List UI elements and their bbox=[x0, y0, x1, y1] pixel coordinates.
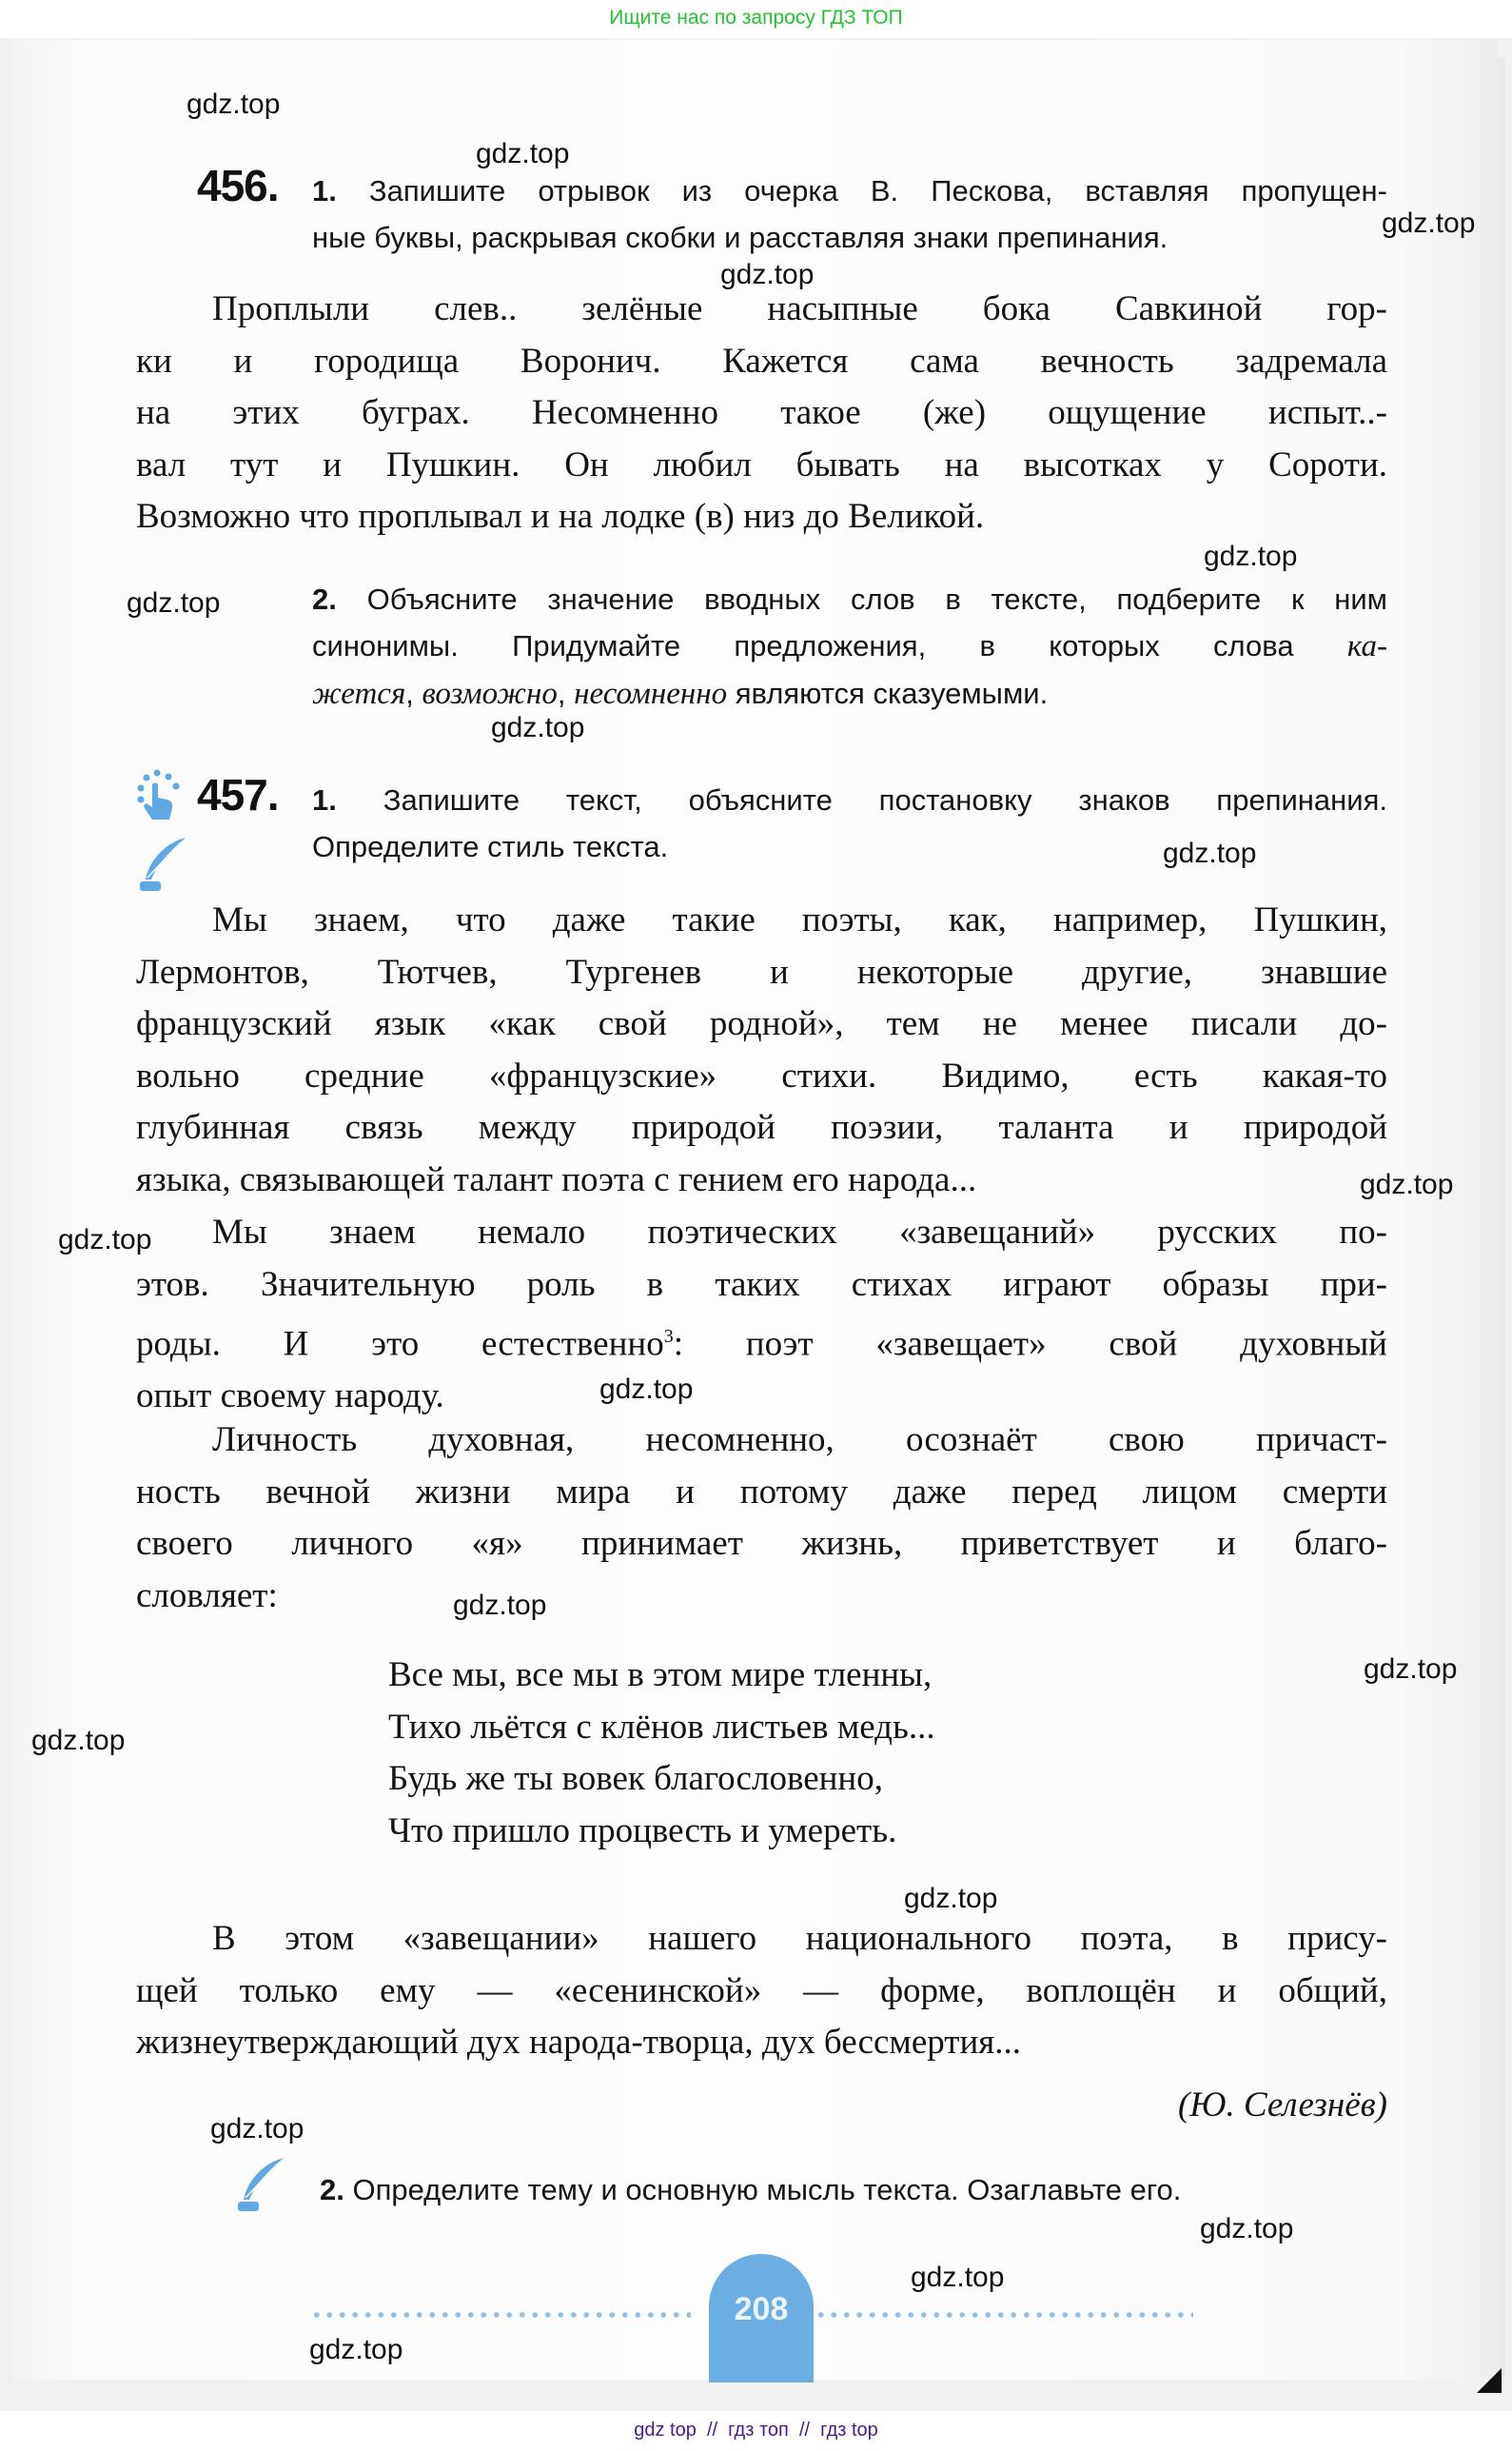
dotted-rule-right bbox=[815, 2311, 1193, 2319]
top-banner[interactable]: Ищите нас по запросу ГДЗ ТОП bbox=[0, 0, 1512, 38]
text-line: вольно средние «французские» стихи. Видимо, есть какая-то bbox=[136, 1056, 1387, 1096]
watermark: gdz.top bbox=[1382, 208, 1476, 239]
paragraph-2 bbox=[136, 1207, 1387, 1423]
watermark: gdz.top bbox=[904, 1883, 998, 1914]
page-edge bbox=[1498, 57, 1505, 2380]
text-line: французский язык «как свой родной», тем не менее писали до- bbox=[136, 1004, 1387, 1044]
text-line: Личность духовная, несомненно, осознаёт свою причаст- bbox=[212, 1420, 1387, 1459]
task-456-part1 bbox=[312, 168, 1387, 261]
text-line: глубинная связь между природой поэзии, таланта и природой bbox=[136, 1108, 1387, 1148]
watermark: gdz.top bbox=[58, 1224, 152, 1255]
watermark: gdz.top bbox=[1204, 541, 1298, 572]
instruction-line: являются сказуемыми. bbox=[735, 677, 1049, 710]
watermark: gdz.top bbox=[31, 1725, 126, 1756]
text-line: вал тут и Пушкин. Он любил бывать на высотках у Сороти. bbox=[136, 445, 1387, 484]
part-label: 1. bbox=[312, 174, 337, 208]
instruction-line: синонимы. Придумайте предложения, в которых слова bbox=[312, 629, 1294, 662]
text-line: ки и городища Воронич. Кажется сама вечность задремала bbox=[136, 341, 1387, 381]
watermark: gdz.top bbox=[127, 587, 221, 619]
text-line: Мы знаем немало поэтических «завещаний» русских по- bbox=[212, 1213, 1387, 1252]
paragraph-1 bbox=[136, 895, 1387, 1207]
italic-word: возможно bbox=[422, 677, 558, 711]
text-line: ность вечной жизни мира и потому даже перед лицом смерти bbox=[136, 1472, 1387, 1512]
text-line: своего личного «я» принимает жизнь, приветствует и благо- bbox=[136, 1524, 1387, 1564]
task-456-number: 456. bbox=[197, 161, 279, 210]
task-456-exercise-text bbox=[136, 284, 1387, 544]
task-457-part2 bbox=[320, 2166, 1395, 2213]
text-line: Проплыли слев.. зелёные насыпные бока Савкиной гор- bbox=[212, 289, 1387, 328]
text-line: щей только ему — «есенинской» — форме, воплощён и общий, bbox=[136, 1970, 1387, 2010]
watermark: gdz.top bbox=[453, 1590, 547, 1621]
italic-word: жется bbox=[312, 677, 406, 711]
watermark: gdz.top bbox=[1163, 838, 1257, 869]
italic-word: несомненно bbox=[574, 677, 728, 711]
poem-line: Будь же ты вовек благословенно, bbox=[388, 1759, 883, 1799]
text-line: жизнеутверждающий дух народа-творца, дух бессмертия... bbox=[136, 2023, 1022, 2063]
part-label: 2. bbox=[320, 2173, 344, 2206]
text-line: этов. Значительную роль в таких стихах играют образы при- bbox=[136, 1264, 1387, 1304]
dotted-rule-left bbox=[310, 2311, 691, 2319]
page-corner bbox=[1477, 2368, 1502, 2393]
watermark: gdz.top bbox=[187, 89, 281, 120]
text-line: Возможно что проплывал и на лодке (в) низ до Великой. bbox=[136, 497, 985, 537]
text-line: Лермонтов, Тютчев, Тургенев и некоторые другие, знавшие bbox=[136, 952, 1387, 992]
poem-line: Тихо льётся с клёнов листьев медь... bbox=[388, 1707, 935, 1747]
paragraph-4 bbox=[136, 1913, 1387, 2069]
text-line: В этом «завещании» нашего национального поэта, в прису- bbox=[212, 1919, 1387, 1958]
comma: , bbox=[557, 677, 566, 710]
text-fragment: роды. И это естественно bbox=[136, 1324, 664, 1364]
poem-quote bbox=[388, 1650, 935, 1857]
bottom-banner[interactable]: gdz top // гдз топ // гдз top bbox=[0, 2411, 1512, 2451]
text-fragment: : поэт «завещает» свой духовный bbox=[673, 1324, 1387, 1364]
watermark: gdz.top bbox=[1360, 1169, 1454, 1200]
watermark: gdz.top bbox=[476, 138, 570, 169]
poem-line: Что пришло процвесть и умереть. bbox=[388, 1810, 897, 1850]
text-line: словляет: bbox=[136, 1575, 278, 1615]
watermark: gdz.top bbox=[491, 712, 585, 743]
part-label: 1. bbox=[312, 783, 337, 817]
text-line: опыт своему народу. bbox=[136, 1376, 444, 1416]
comma: , bbox=[405, 677, 414, 710]
watermark: gdz.top bbox=[599, 1374, 694, 1405]
watermark: gdz.top bbox=[309, 2334, 403, 2365]
poem-line: Все мы, все мы в этом мире тленны, bbox=[388, 1655, 933, 1694]
text-line: на этих буграх. Несомненно такое (же) ощущение испыт..- bbox=[136, 393, 1387, 433]
instruction-line: Объясните значение вводных слов в тексте, подберите к ним bbox=[366, 583, 1387, 616]
task-457-number: 457. bbox=[197, 770, 279, 820]
touch-gesture-icon bbox=[133, 767, 188, 824]
watermark: gdz.top bbox=[210, 2113, 304, 2145]
instruction-line: Запишите текст, объясните постановку знаков препинания. bbox=[383, 783, 1387, 817]
instruction-line: Определите тему и основную мысль текста. Озаглавьте его. bbox=[352, 2173, 1182, 2206]
author-attribution: (Ю. Селезнёв) bbox=[1177, 2085, 1387, 2125]
instruction-line: Определите стиль текста. bbox=[312, 830, 669, 863]
text-line: языка, связывающей талант поэта с гением его народа... bbox=[136, 1159, 977, 1199]
watermark: gdz.top bbox=[911, 2262, 1005, 2293]
watermark: gdz.top bbox=[720, 259, 815, 290]
page-number: 208 bbox=[709, 2254, 814, 2382]
feather-pen-icon bbox=[234, 2156, 291, 2215]
watermark: gdz.top bbox=[1200, 2213, 1294, 2244]
instruction-line: Запишите отрывок из очерка В. Пескова, вставляя пропущен- bbox=[368, 174, 1387, 208]
italic-word: ка- bbox=[1346, 629, 1387, 663]
watermark: gdz.top bbox=[1364, 1653, 1458, 1685]
instruction-line: ные буквы, раскрывая скобки и расставляя знаки препинания. bbox=[312, 221, 1168, 254]
text-line: Мы знаем, что даже такие поэты, как, например, Пушкин, bbox=[212, 900, 1387, 939]
paragraph-3 bbox=[136, 1414, 1387, 1622]
feather-pen-icon bbox=[136, 836, 193, 895]
part-label: 2. bbox=[312, 583, 337, 616]
task-456-part2 bbox=[312, 576, 1387, 718]
footnote-marker[interactable]: 3 bbox=[663, 1326, 674, 1348]
